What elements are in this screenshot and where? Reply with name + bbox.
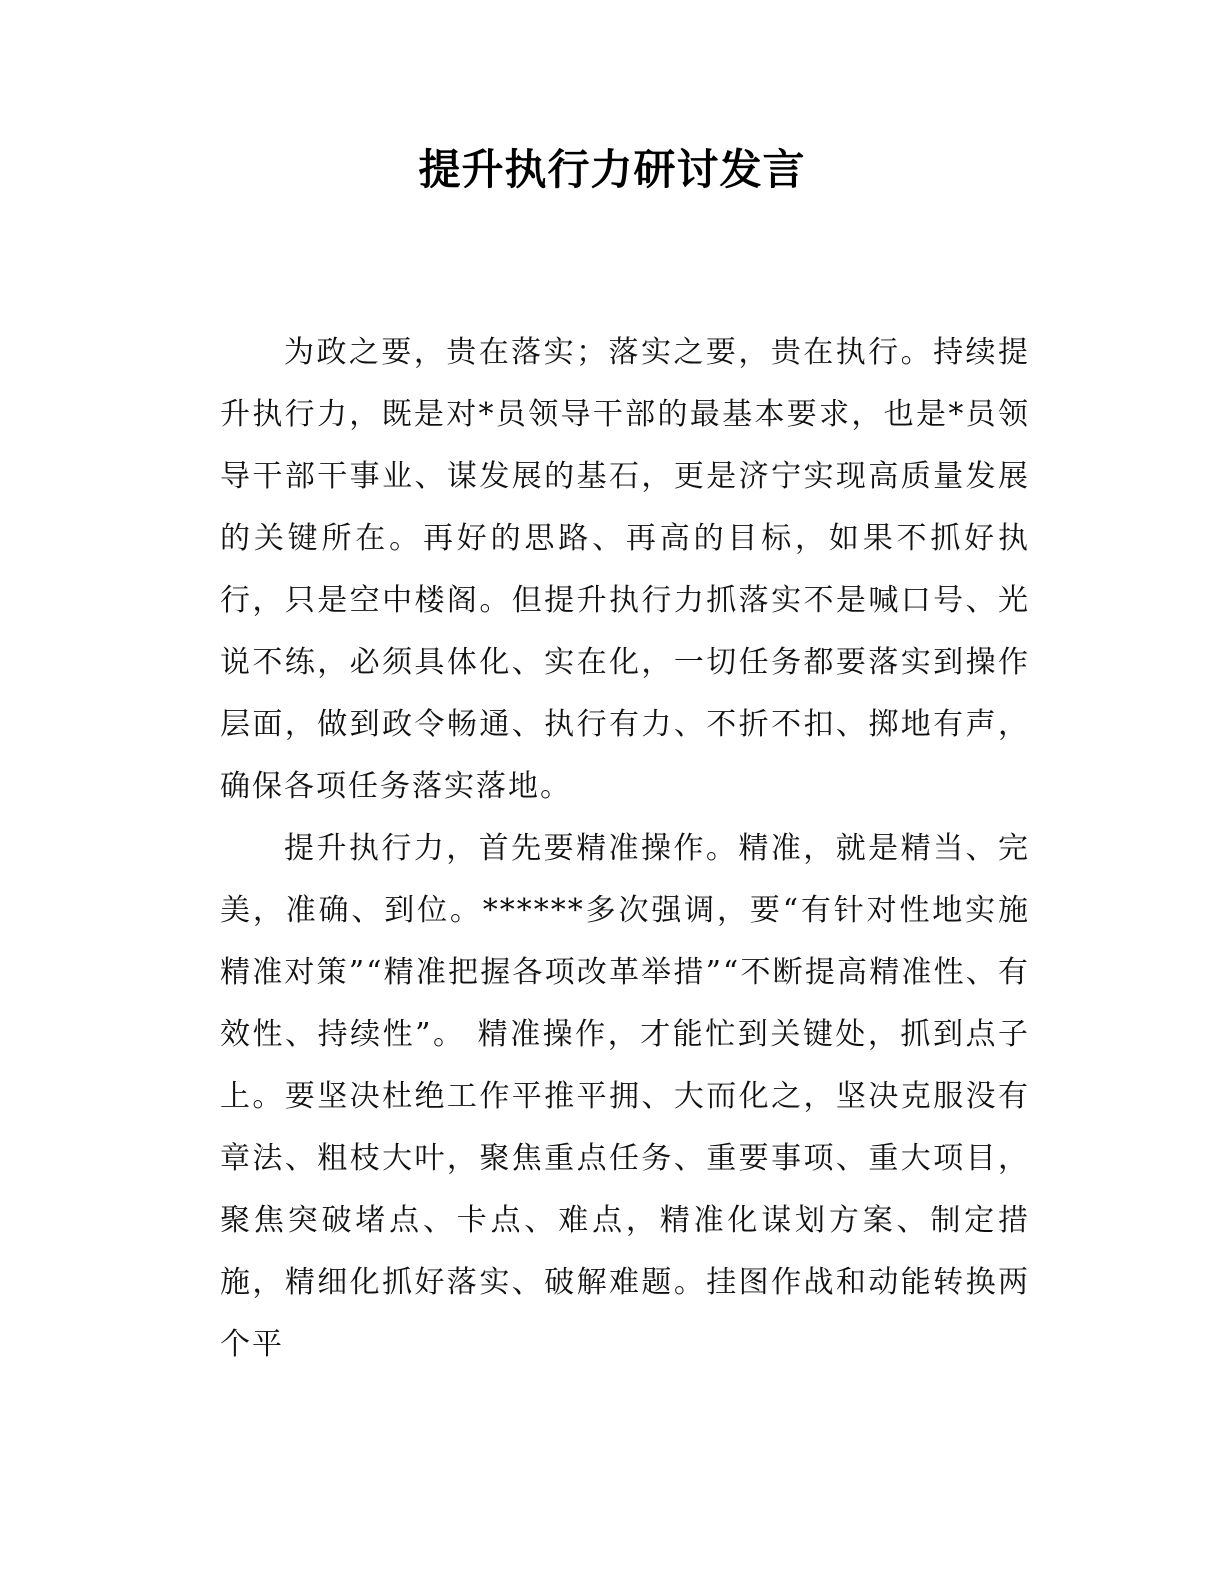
document-title: 提升执行力研讨发言 [418, 145, 806, 194]
document-body [220, 322, 1030, 1376]
paragraph-2: 提升执行力，首先要精准操作。精准，就是精当、完美，准确、到位。******多次强调，要“有针对性地实施精准对策”“精准把握各项改革举措”“不断提高精准性、有效性、持续性”。 精准操作，才能忙到关键处，抓到点子上。要坚决杜绝工作平推平拥、大而化之，坚决克服没有章法、粗枝大叶，聚焦重点任务、重要事项、重大项目，聚焦突破堵点、卡点、难点，精准化谋划方案、制定措施，精细化抓好落实、破解难题。挂图作战和动能转换两个平 [220, 831, 1030, 1362]
paragraph-1: 为政之要，贵在落实；落实之要，贵在执行。持续提升执行力，既是对*员领导干部的最基本要求，也是*员领导干部干事业、谋发展的基石，更是济宁实现高质量发展的关键所在。再好的思路、再高的目标，如果不抓好执行，只是空中楼阁。但提升执行力抓落实不是喊口号、光说不练，必须具体化、实在化，一切任务都要落实到操作层面，做到政令畅通、执行有力、不折不扣、掷地有声，确保各项任务落实落地。 [220, 335, 1030, 804]
